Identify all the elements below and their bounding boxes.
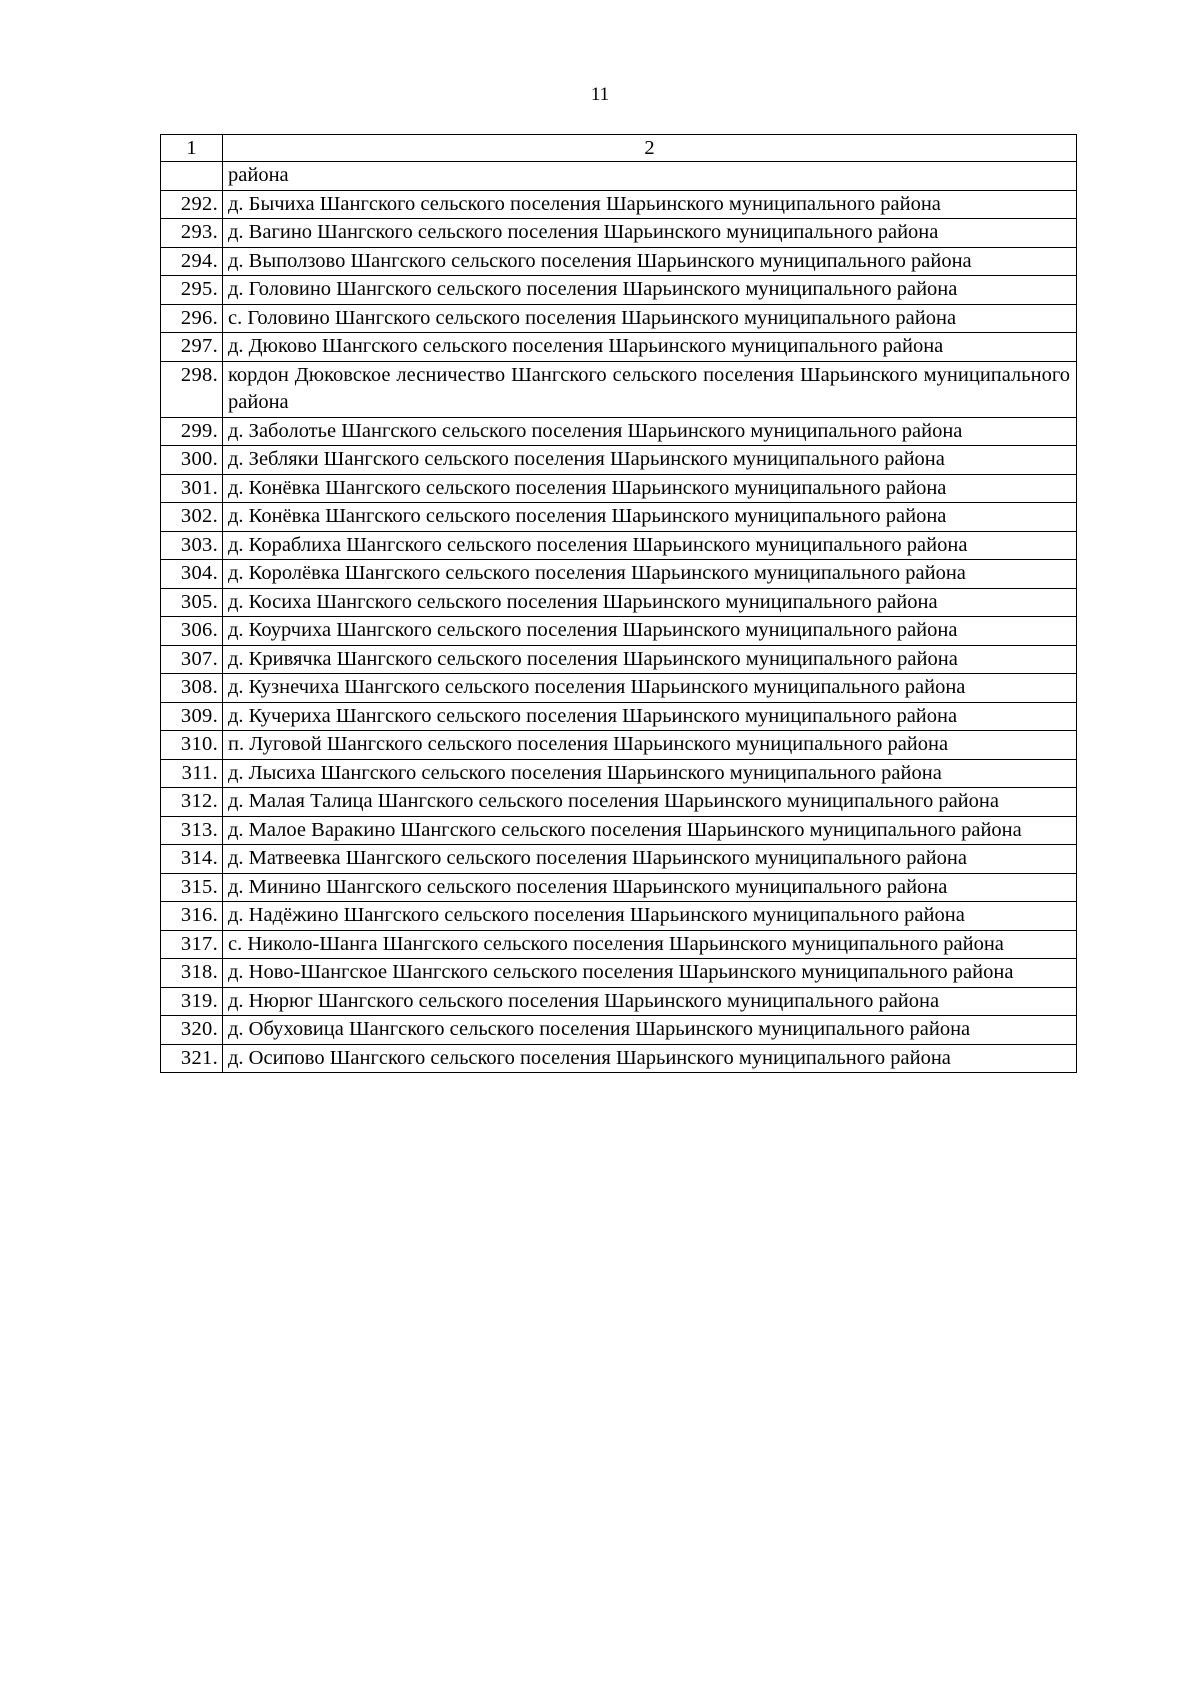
row-text: д. Королёвка Шангского сельского поселения Шарьинского муниципального района <box>223 560 1077 589</box>
row-text: д. Заболотье Шангского сельского поселения Шарьинского муниципального района <box>223 417 1077 446</box>
table-row <box>161 361 1077 417</box>
row-text: с. Головино Шангского сельского поселения Шарьинского муниципального района <box>223 304 1077 333</box>
table-row <box>161 276 1077 305</box>
row-number <box>161 162 223 191</box>
table-row <box>161 417 1077 446</box>
row-number: 300. <box>161 446 223 475</box>
row-number: 307. <box>161 645 223 674</box>
table-body <box>161 135 1077 1073</box>
table-row <box>161 617 1077 646</box>
row-number: 298. <box>161 361 223 417</box>
row-number: 319. <box>161 987 223 1016</box>
row-text: с. Николо-Шанга Шангского сельского поселения Шарьинского муниципального района <box>223 930 1077 959</box>
row-number: 314. <box>161 845 223 874</box>
table-row <box>161 930 1077 959</box>
row-text: д. Косиха Шангского сельского поселения Шарьинского муниципального района <box>223 588 1077 617</box>
row-text: д. Нюрюг Шангского сельского поселения Шарьинского муниципального района <box>223 987 1077 1016</box>
table-row <box>161 1016 1077 1045</box>
table-header-row <box>161 135 1077 162</box>
row-text: д. Минино Шангского сельского поселения Шарьинского муниципального района <box>223 873 1077 902</box>
table-row <box>161 1044 1077 1073</box>
row-text: д. Дюково Шангского сельского поселения Шарьинского муниципального района <box>223 333 1077 362</box>
row-number: 312. <box>161 788 223 817</box>
row-number: 317. <box>161 930 223 959</box>
table-row <box>161 219 1077 248</box>
table-row <box>161 247 1077 276</box>
table-row <box>161 759 1077 788</box>
row-text: д. Конёвка Шангского сельского поселения Шарьинского муниципального района <box>223 503 1077 532</box>
row-number: 302. <box>161 503 223 532</box>
table-row <box>161 702 1077 731</box>
table-row <box>161 731 1077 760</box>
row-text: кордон Дюковское лесничество Шангского сельского поселения Шарьинского муниципального района <box>223 361 1077 417</box>
row-text: д. Головино Шангского сельского поселения Шарьинского муниципального района <box>223 276 1077 305</box>
row-text: д. Выползово Шангского сельского поселения Шарьинского муниципального района <box>223 247 1077 276</box>
row-text: д. Кузнечиха Шангского сельского поселения Шарьинского муниципального района <box>223 674 1077 703</box>
row-number: 309. <box>161 702 223 731</box>
table-row <box>161 503 1077 532</box>
row-text: д. Матвеевка Шангского сельского поселения Шарьинского муниципального района <box>223 845 1077 874</box>
row-text: д. Надёжино Шангского сельского поселения Шарьинского муниципального района <box>223 902 1077 931</box>
row-number: 301. <box>161 474 223 503</box>
row-text: д. Зебляки Шангского сельского поселения Шарьинского муниципального района <box>223 446 1077 475</box>
row-text: д. Конёвка Шангского сельского поселения Шарьинского муниципального района <box>223 474 1077 503</box>
table-row <box>161 816 1077 845</box>
row-number: 308. <box>161 674 223 703</box>
table-row <box>161 645 1077 674</box>
header-cell-number: 1 <box>161 135 223 162</box>
row-text: д. Кучериха Шангского сельского поселения Шарьинского муниципального района <box>223 702 1077 731</box>
row-number: 321. <box>161 1044 223 1073</box>
row-number: 297. <box>161 333 223 362</box>
table-row <box>161 474 1077 503</box>
row-text: района <box>223 162 1077 191</box>
row-number: 303. <box>161 531 223 560</box>
row-number: 316. <box>161 902 223 931</box>
row-text: д. Вагино Шангского сельского поселения Шарьинского муниципального района <box>223 219 1077 248</box>
header-cell-text: 2 <box>223 135 1077 162</box>
row-text: д. Малая Талица Шангского сельского поселения Шарьинского муниципального района <box>223 788 1077 817</box>
table-row <box>161 531 1077 560</box>
row-number: 311. <box>161 759 223 788</box>
row-text: д. Ново-Шангское Шангского сельского поселения Шарьинского муниципального района <box>223 959 1077 988</box>
table-row <box>161 560 1077 589</box>
table-row <box>161 304 1077 333</box>
row-number: 296. <box>161 304 223 333</box>
row-text: п. Луговой Шангского сельского поселения Шарьинского муниципального района <box>223 731 1077 760</box>
row-text: д. Бычиха Шангского сельского поселения Шарьинского муниципального района <box>223 190 1077 219</box>
row-number: 304. <box>161 560 223 589</box>
row-number: 293. <box>161 219 223 248</box>
settlements-table <box>160 134 1077 1073</box>
table-row <box>161 987 1077 1016</box>
row-number: 299. <box>161 417 223 446</box>
table-row <box>161 333 1077 362</box>
table-row <box>161 588 1077 617</box>
table-row <box>161 674 1077 703</box>
row-number: 315. <box>161 873 223 902</box>
row-number: 320. <box>161 1016 223 1045</box>
table-row <box>161 959 1077 988</box>
continuation-row <box>161 162 1077 191</box>
table-row <box>161 845 1077 874</box>
row-number: 318. <box>161 959 223 988</box>
table-row <box>161 873 1077 902</box>
table-row <box>161 446 1077 475</box>
row-text: д. Лысиха Шангского сельского поселения Шарьинского муниципального района <box>223 759 1077 788</box>
row-text: д. Обуховица Шангского сельского поселения Шарьинского муниципального района <box>223 1016 1077 1045</box>
row-text: д. Кривячка Шангского сельского поселения Шарьинского муниципального района <box>223 645 1077 674</box>
row-number: 313. <box>161 816 223 845</box>
table-row <box>161 902 1077 931</box>
page-number: 11 <box>590 84 610 105</box>
row-number: 310. <box>161 731 223 760</box>
row-number: 305. <box>161 588 223 617</box>
row-text: д. Осипово Шангского сельского поселения Шарьинского муниципального района <box>223 1044 1077 1073</box>
table-row <box>161 788 1077 817</box>
row-number: 292. <box>161 190 223 219</box>
row-text: д. Малое Варакино Шангского сельского поселения Шарьинского муниципального района <box>223 816 1077 845</box>
row-text: д. Коурчиха Шангского сельского поселения Шарьинского муниципального района <box>223 617 1077 646</box>
row-number: 294. <box>161 247 223 276</box>
row-text: д. Кораблиха Шангского сельского поселения Шарьинского муниципального района <box>223 531 1077 560</box>
row-number: 306. <box>161 617 223 646</box>
row-number: 295. <box>161 276 223 305</box>
table-row <box>161 190 1077 219</box>
